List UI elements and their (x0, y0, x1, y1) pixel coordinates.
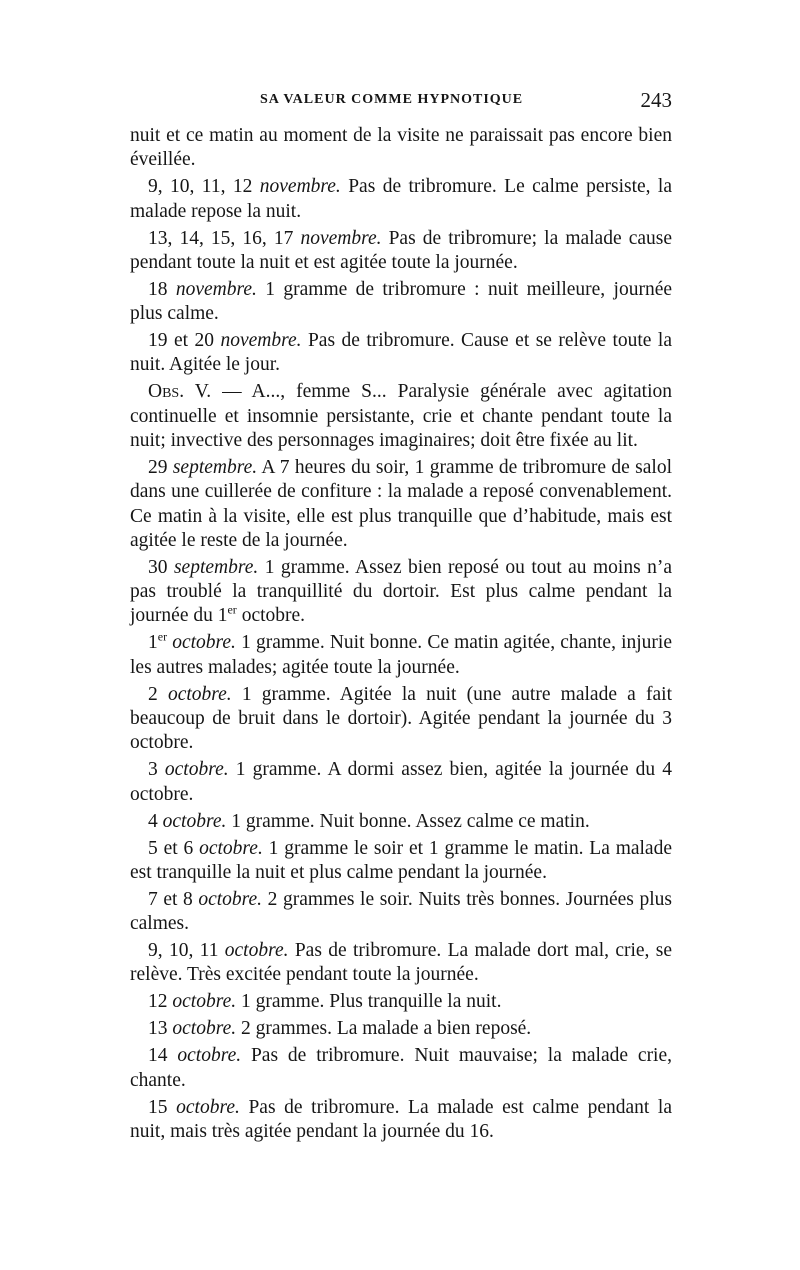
observation-label: Obs. (148, 381, 185, 403)
text-run: Pas de tribromure. La malade est calme pendant la nuit, mais très agitée pendant la journée du 16. (130, 1096, 673, 1142)
text-run: A 7 heures du soir, 1 gramme de tribromure de salol dans une cuillerée de confiture : la malade a reposé convenablement. Ce matin à la visite, elle est plus tranquille que d’habitude, mais est agitée le reste de la journée. (130, 456, 672, 551)
text-run: 1 gramme. Nuit bonne. Ce matin agitée, chante, injurie les autres malades; agitée toute la journée. (130, 632, 672, 678)
text-run: 3 (148, 759, 165, 781)
date-label: octobre. (162, 810, 227, 832)
text-run: 4 (148, 810, 163, 832)
text-run: 12 (148, 991, 173, 1013)
date-label: octobre. (176, 1096, 240, 1118)
paragraph (130, 631, 672, 680)
text-run: Pas de tribromure. Cause et se relève toute la nuit. Agitée le jour. (130, 330, 672, 376)
text-run: 1 gramme. Nuit bonne. Assez calme ce matin. (226, 810, 590, 832)
text-run: 1 gramme. A dormi assez bien, agitée la journée du 4 octobre. (130, 759, 673, 805)
page-number: 243 (640, 88, 672, 112)
date-label: octobre. (172, 632, 236, 654)
paragraph (130, 683, 672, 756)
text-run: 2 grammes le soir. Nuits très bonnes. Journées plus calmes. (130, 888, 672, 935)
text-run: Pas de tribromure; la malade cause pendant toute la nuit et est agitée toute la journée. (130, 227, 673, 273)
paragraph (130, 227, 672, 276)
paragraph (130, 556, 672, 629)
text-run: Pas de tribromure. La malade dort mal, crie, se relève. Très excitée pendant toute la journée. (130, 940, 672, 986)
paragraph (130, 990, 672, 1014)
text-run: 9, 10, 11 (148, 940, 225, 962)
text-run: 1 gramme. Plus tranquille la nuit. (236, 991, 502, 1013)
paragraph (130, 837, 672, 886)
text-run: nuit et ce matin au moment de la visite ne paraissait pas encore bien éveillée. (130, 125, 672, 171)
paragraph (130, 456, 672, 553)
text-run: 29 (148, 456, 173, 478)
date-label: octobre. (172, 991, 237, 1013)
text-run: 1 gramme. Assez bien reposé ou tout au moins n’a pas troublé la tranquillité du dortoir. Est plus calme pendant la journée du 1 (130, 556, 672, 627)
date-label: octobre. (172, 1018, 237, 1040)
text-run: 19 et 20 (148, 330, 221, 352)
date-label: novembre. (300, 227, 382, 249)
date-label: octobre. (198, 888, 263, 910)
date-label: novembre. (259, 176, 341, 198)
body-text (130, 124, 672, 1147)
superscript: er (227, 602, 237, 617)
paragraph (130, 1017, 672, 1041)
paragraph (130, 810, 672, 834)
date-label: novembre. (220, 330, 302, 352)
date-label: octobre. (199, 837, 263, 859)
paragraph (130, 888, 672, 937)
paragraph (130, 939, 672, 988)
paragraph (130, 1044, 672, 1093)
running-title: SA VALEUR COMME HYPNOTIQUE (260, 92, 524, 107)
text-run: 9, 10, 11, 12 (148, 176, 260, 198)
text-run: 2 (148, 683, 168, 705)
date-label: octobre. (164, 759, 229, 781)
date-label: octobre. (167, 683, 232, 705)
paragraph (130, 175, 672, 224)
text-run: 15 (148, 1096, 177, 1118)
date-label: octobre. (224, 940, 289, 962)
text-run: 14 (148, 1045, 178, 1067)
page-header (130, 88, 672, 114)
text-run: octobre. (236, 605, 306, 627)
text-run: 18 (148, 278, 176, 300)
text-run: 1 gramme le soir et 1 gramme le matin. La malade est tranquille la nuit et plus calme pendant la journée. (130, 837, 672, 883)
text-run: 13 (148, 1018, 173, 1040)
text-run: Pas de tribromure. Nuit mauvaise; la malade crie, chante. (130, 1045, 673, 1091)
paragraph (130, 278, 672, 327)
text-run: 5 et 6 (148, 837, 200, 859)
text-run: 7 et 8 (148, 888, 199, 910)
text-run: 1 gramme de tribromure : nuit meilleure, journée plus calme. (130, 278, 673, 325)
text-run: Pas de tribromure. Le calme persiste, la malade repose la nuit. (130, 176, 673, 222)
text-run: 30 (148, 556, 174, 578)
text-run: 1 gramme. Agitée la nuit (une autre malade a fait beaucoup de bruit dans le dortoir). Agitée pendant la journée du 3 octobre. (130, 683, 673, 754)
text-run: V. — A..., femme S... Paralysie générale avec agitation continuelle et insomnie persistante, crie et chante pendant toute la nuit; invective des personnages imaginaires; doit être fixée au lit. (130, 381, 672, 451)
paragraph (130, 329, 672, 378)
paragraph (130, 380, 672, 453)
text-run: 2 grammes. La malade a bien reposé. (236, 1018, 532, 1040)
date-label: septembre. (173, 556, 259, 578)
paragraph (130, 1096, 672, 1145)
paragraph (130, 758, 672, 807)
date-label: octobre. (177, 1045, 242, 1067)
superscript: er (157, 629, 168, 644)
text-run: 13, 14, 15, 16, 17 (148, 227, 301, 249)
paragraph (130, 124, 672, 173)
text-run: 1 (148, 632, 158, 654)
date-label: novembre. (175, 278, 257, 300)
date-label: septembre. (172, 456, 258, 478)
